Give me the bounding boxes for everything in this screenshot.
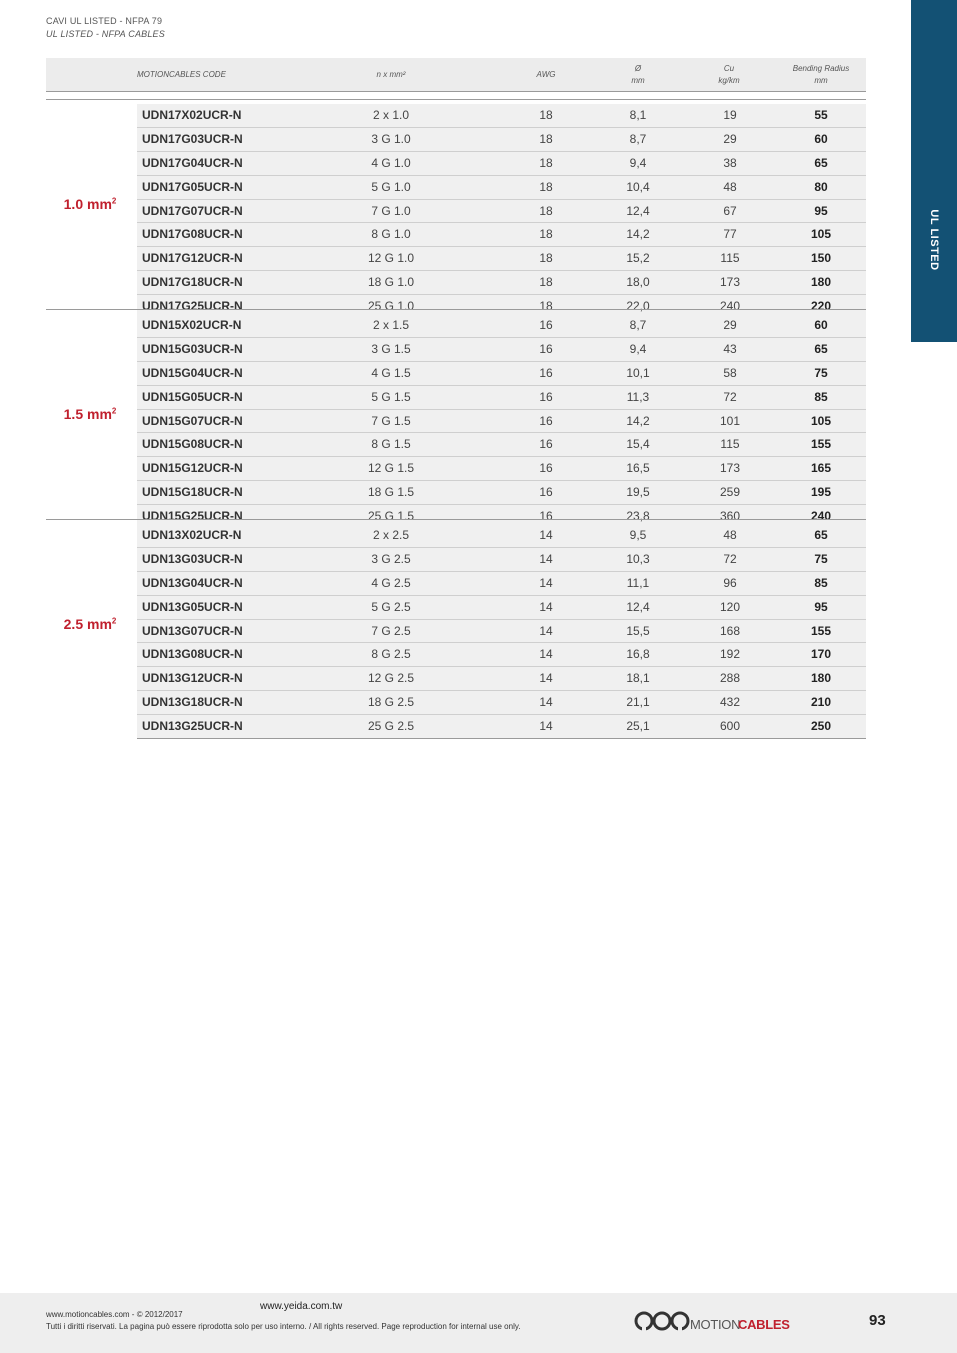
cell-copper-value: 77	[723, 227, 737, 242]
cell-bending-radius-value: 170	[810, 647, 832, 662]
header-line-2: UL LISTED - NFPA CABLES	[46, 29, 165, 39]
cell-diameter-value: 12,4	[626, 599, 650, 614]
group-label-text: 1.0 mm	[63, 195, 112, 212]
table-row	[137, 223, 866, 247]
cell-awg-value: 18	[539, 179, 553, 194]
cell-bending-radius-value: 65	[814, 528, 828, 542]
cell-code: UDN13G12UCR-N	[142, 671, 243, 686]
cell-conductors-value: 3 G 2.5	[371, 551, 411, 566]
logo-text-cables: CABLES	[738, 1317, 790, 1332]
group-section-label	[46, 616, 134, 632]
cell-awg-value: 18	[539, 108, 553, 122]
cell-code: UDN17X02UCR-N	[142, 108, 242, 122]
cell-code: UDN17G08UCR-N	[142, 227, 243, 242]
cell-code: UDN17G25UCR-N	[142, 299, 243, 314]
col-cu-header	[689, 58, 769, 91]
cable-group	[46, 99, 866, 314]
cell-copper-value: 72	[723, 389, 737, 404]
table-row	[137, 643, 866, 667]
cell-awg-value: 16	[539, 437, 553, 452]
cell-code: UDN13G03UCR-N	[142, 551, 243, 566]
cell-conductors-value: 5 G 1.0	[371, 179, 411, 194]
footer-rights: Tutti i diritti riservati. La pagina può essere riprodotta solo per uso interno. / All rights reserved. Page reproduction for internal use only.	[46, 1322, 521, 1331]
cell-copper-value: 43	[723, 341, 737, 356]
cell-code: UDN13G25UCR-N	[142, 719, 243, 734]
table-row	[137, 667, 866, 691]
cell-conductors-value: 25 G 1.5	[367, 509, 415, 524]
cell-conductors-value: 3 G 1.0	[371, 131, 411, 146]
cell-conductors-value: 18 G 1.0	[367, 275, 415, 290]
table-row	[137, 410, 866, 434]
cell-awg-value: 14	[539, 647, 553, 662]
cell-code: UDN15G25UCR-N	[142, 509, 243, 524]
cell-diameter-value: 10,3	[626, 551, 650, 566]
cell-conductors-value: 12 G 1.0	[367, 251, 415, 266]
col-diam-unit: mm	[631, 75, 645, 85]
cell-conductors-value: 18 G 1.5	[367, 485, 415, 500]
table-row	[137, 548, 866, 572]
cell-conductors-value: 5 G 2.5	[371, 599, 411, 614]
table-row	[137, 524, 866, 548]
cell-bending-radius-value: 155	[810, 437, 832, 452]
cell-code: UDN15G04UCR-N	[142, 365, 243, 380]
cell-bending-radius-value: 165	[810, 461, 832, 476]
cell-awg-value: 16	[539, 509, 553, 524]
cell-awg-value: 14	[539, 623, 553, 638]
cell-conductors-value: 25 G 1.0	[367, 299, 415, 314]
footer-copyright: www.motioncables.com - © 2012/2017	[46, 1310, 183, 1319]
cell-awg-value: 14	[539, 719, 553, 734]
table-row	[137, 200, 866, 224]
cell-awg-value: 18	[539, 227, 553, 242]
cell-bending-radius-value: 195	[810, 485, 832, 500]
cell-code: UDN13G05UCR-N	[142, 599, 243, 614]
table-row	[137, 104, 866, 128]
cell-bending-radius-value: 210	[810, 695, 832, 710]
cell-conductors-value: 4 G 1.0	[371, 155, 411, 170]
cell-diameter-value: 16,5	[626, 461, 650, 476]
cell-copper-value: 192	[719, 647, 741, 662]
cell-copper-value: 48	[723, 179, 737, 194]
page-number: 93	[869, 1312, 886, 1329]
group-label-superscript: 2	[111, 195, 117, 205]
cell-conductors-value: 8 G 1.0	[371, 227, 411, 242]
cell-awg-value: 14	[539, 528, 553, 542]
cell-awg-value: 14	[539, 671, 553, 686]
table-row	[137, 457, 866, 481]
cell-code: UDN17G12UCR-N	[142, 251, 243, 266]
cell-conductors-value: 4 G 1.5	[371, 365, 411, 380]
table-row	[137, 128, 866, 152]
cell-awg-value: 16	[539, 318, 553, 332]
col-cu-unit: kg/km	[718, 75, 740, 85]
cell-bending-radius-value: 75	[814, 365, 828, 380]
cell-code: UDN15G18UCR-N	[142, 485, 243, 500]
cell-bending-radius-value: 75	[814, 551, 828, 566]
cell-diameter-value: 11,1	[626, 575, 650, 590]
cell-awg-value: 14	[539, 551, 553, 566]
cell-awg-value: 14	[539, 575, 553, 590]
table-row	[137, 314, 866, 338]
cell-copper-value: 240	[719, 299, 741, 314]
cell-copper-value: 168	[719, 623, 741, 638]
cell-conductors-value: 2 x 1.5	[372, 318, 410, 332]
cell-diameter-value: 12,4	[626, 203, 650, 218]
cell-bending-radius-value: 240	[810, 509, 832, 524]
cell-copper-value: 38	[723, 155, 737, 170]
cell-diameter-value: 10,4	[626, 179, 650, 194]
cell-code: UDN17G03UCR-N	[142, 131, 243, 146]
col-awg-header: AWG	[536, 69, 556, 79]
cell-bending-radius-value: 220	[810, 299, 832, 314]
cell-code: UDN17G04UCR-N	[142, 155, 243, 170]
cell-awg-value: 18	[539, 131, 553, 146]
table-header	[46, 58, 866, 92]
cell-copper-value: 19	[723, 108, 737, 122]
table-row	[137, 620, 866, 644]
logo-text-motion: MOTION	[690, 1317, 741, 1332]
cell-diameter-value: 25,1	[626, 719, 650, 734]
cell-bending-radius-value: 55	[814, 108, 828, 122]
cell-awg-value: 16	[539, 365, 553, 380]
cell-code: UDN15G07UCR-N	[142, 413, 243, 428]
cell-awg-value: 18	[539, 251, 553, 266]
cell-copper-value: 600	[719, 719, 741, 734]
table-row	[137, 152, 866, 176]
cell-conductors-value: 8 G 2.5	[371, 647, 411, 662]
cell-diameter-value: 9,4	[629, 341, 647, 356]
group-label-superscript: 2	[111, 405, 117, 415]
table-row	[137, 271, 866, 295]
cell-diameter-value: 8,7	[629, 131, 647, 146]
cell-copper-value: 173	[719, 461, 741, 476]
col-br-label: Bending Radius	[792, 63, 850, 73]
cell-awg-value: 16	[539, 389, 553, 404]
group-label-superscript: 2	[111, 615, 117, 625]
cell-copper-value: 72	[723, 551, 737, 566]
table-row	[137, 433, 866, 457]
cell-bending-radius-value: 95	[814, 203, 828, 218]
cell-code: UDN15G08UCR-N	[142, 437, 243, 452]
group-section-label	[46, 196, 134, 212]
cell-bending-radius-value: 150	[810, 251, 832, 266]
cell-bending-radius-value: 250	[810, 719, 832, 734]
cell-copper-value: 101	[719, 413, 741, 428]
cell-bending-radius-value: 155	[810, 623, 832, 638]
table-row	[137, 572, 866, 596]
cell-diameter-value: 18,1	[626, 671, 650, 686]
cell-awg-value: 16	[539, 461, 553, 476]
cell-code: UDN13G04UCR-N	[142, 575, 243, 590]
cell-diameter-value: 9,5	[629, 528, 647, 542]
logo-mark-icon	[634, 1309, 690, 1333]
cell-conductors-value: 5 G 1.5	[371, 389, 411, 404]
cell-code: UDN17G18UCR-N	[142, 275, 243, 290]
cell-copper-value: 120	[719, 599, 741, 614]
cell-code: UDN15G05UCR-N	[142, 389, 243, 404]
cell-copper-value: 48	[723, 528, 737, 542]
table-row	[137, 362, 866, 386]
cell-copper-value: 96	[723, 575, 737, 590]
cell-diameter-value: 21,1	[626, 695, 650, 710]
cell-code: UDN13G08UCR-N	[142, 647, 243, 662]
cell-awg-value: 18	[539, 275, 553, 290]
cell-bending-radius-value: 105	[810, 227, 832, 242]
cell-bending-radius-value: 180	[810, 275, 832, 290]
col-n-header: n x mm²	[376, 69, 406, 79]
footer	[0, 1293, 957, 1353]
cell-conductors-value: 18 G 2.5	[367, 695, 415, 710]
cell-copper-value: 29	[723, 318, 737, 332]
cell-awg-value: 14	[539, 599, 553, 614]
cell-code: UDN15G12UCR-N	[142, 461, 243, 476]
cell-diameter-value: 15,5	[626, 623, 650, 638]
cell-code: UDN15X02UCR-N	[142, 318, 242, 332]
cell-code: UDN17G07UCR-N	[142, 203, 243, 218]
cell-bending-radius-value: 60	[814, 318, 828, 332]
cell-diameter-value: 8,1	[629, 108, 647, 122]
cell-code: UDN17G05UCR-N	[142, 179, 243, 194]
cell-code: UDN15G03UCR-N	[142, 341, 243, 356]
cable-group	[46, 309, 866, 524]
table-row	[137, 338, 866, 362]
cell-bending-radius-value: 85	[814, 575, 828, 590]
cell-code: UDN13X02UCR-N	[142, 528, 242, 542]
cell-copper-value: 115	[720, 251, 740, 266]
cell-copper-value: 115	[720, 437, 740, 452]
cell-diameter-value: 18,0	[626, 275, 650, 290]
cell-copper-value: 173	[719, 275, 741, 290]
table-row	[137, 386, 866, 410]
motioncables-logo	[634, 1307, 794, 1335]
cell-copper-value: 360	[719, 509, 741, 524]
cell-conductors-value: 7 G 1.5	[371, 413, 411, 428]
cell-conductors-value: 2 x 1.0	[372, 108, 410, 122]
cell-awg-value: 16	[539, 341, 553, 356]
table-row	[137, 176, 866, 200]
col-br-header	[771, 58, 871, 91]
table-row	[137, 691, 866, 715]
cell-copper-value: 432	[719, 695, 741, 710]
col-diam-header	[598, 58, 678, 91]
table-row	[137, 247, 866, 271]
table-row	[137, 715, 866, 739]
cell-copper-value: 29	[723, 131, 737, 146]
col-br-unit: mm	[814, 75, 828, 85]
cell-awg-value: 16	[539, 485, 553, 500]
group-label-text: 1.5 mm	[63, 405, 112, 422]
cell-diameter-value: 14,2	[626, 227, 650, 242]
cell-copper-value: 259	[719, 485, 741, 500]
cell-awg-value: 18	[539, 299, 553, 314]
cell-copper-value: 58	[723, 365, 737, 380]
cell-conductors-value: 4 G 2.5	[371, 575, 411, 590]
cell-conductors-value: 2 x 2.5	[372, 528, 410, 542]
cell-diameter-value: 15,2	[626, 251, 650, 266]
cell-diameter-value: 15,4	[626, 437, 650, 452]
col-diam-symbol: Ø	[634, 63, 642, 73]
side-tab	[911, 0, 957, 342]
cell-awg-value: 14	[539, 695, 553, 710]
col-cu-label: Cu	[723, 63, 735, 73]
cell-diameter-value: 23,8	[626, 509, 650, 524]
cell-awg-value: 18	[539, 203, 553, 218]
cell-conductors-value: 7 G 1.0	[371, 203, 411, 218]
cell-conductors-value: 12 G 1.5	[367, 461, 415, 476]
cell-conductors-value: 8 G 1.5	[371, 437, 411, 452]
cell-bending-radius-value: 80	[814, 179, 828, 194]
cell-code: UDN13G18UCR-N	[142, 695, 243, 710]
side-tab-label: UL LISTED	[928, 209, 940, 271]
cell-diameter-value: 10,1	[626, 365, 650, 380]
cell-copper-value: 288	[719, 671, 741, 686]
cell-bending-radius-value: 65	[814, 155, 828, 170]
cell-diameter-value: 16,8	[626, 647, 650, 662]
col-code-header: MOTIONCABLES CODE	[137, 69, 226, 79]
cell-diameter-value: 9,4	[629, 155, 647, 170]
cell-copper-value: 67	[723, 203, 737, 218]
header-line-1: CAVI UL LISTED - NFPA 79	[46, 16, 163, 26]
cell-diameter-value: 8,7	[629, 318, 647, 332]
cell-awg-value: 18	[539, 155, 553, 170]
cell-bending-radius-value: 85	[814, 389, 828, 404]
cell-conductors-value: 12 G 2.5	[367, 671, 415, 686]
cell-conductors-value: 3 G 1.5	[371, 341, 411, 356]
cell-bending-radius-value: 105	[810, 413, 832, 428]
cable-group	[46, 519, 866, 734]
group-section-label	[46, 406, 134, 422]
cell-code: UDN13G07UCR-N	[142, 623, 243, 638]
cell-diameter-value: 19,5	[626, 485, 650, 500]
cell-bending-radius-value: 60	[814, 131, 828, 146]
cell-bending-radius-value: 95	[814, 599, 828, 614]
cell-diameter-value: 22,0	[626, 299, 650, 314]
cell-diameter-value: 11,3	[626, 389, 650, 404]
cell-bending-radius-value: 180	[810, 671, 832, 686]
group-label-text: 2.5 mm	[63, 615, 112, 632]
table-row	[137, 596, 866, 620]
cell-conductors-value: 7 G 2.5	[371, 623, 411, 638]
table-row	[137, 481, 866, 505]
footer-website: www.yeida.com.tw	[260, 1301, 343, 1312]
cell-awg-value: 16	[539, 413, 553, 428]
cell-diameter-value: 14,2	[626, 413, 650, 428]
cell-conductors-value: 25 G 2.5	[367, 719, 415, 734]
cell-bending-radius-value: 65	[814, 341, 828, 356]
